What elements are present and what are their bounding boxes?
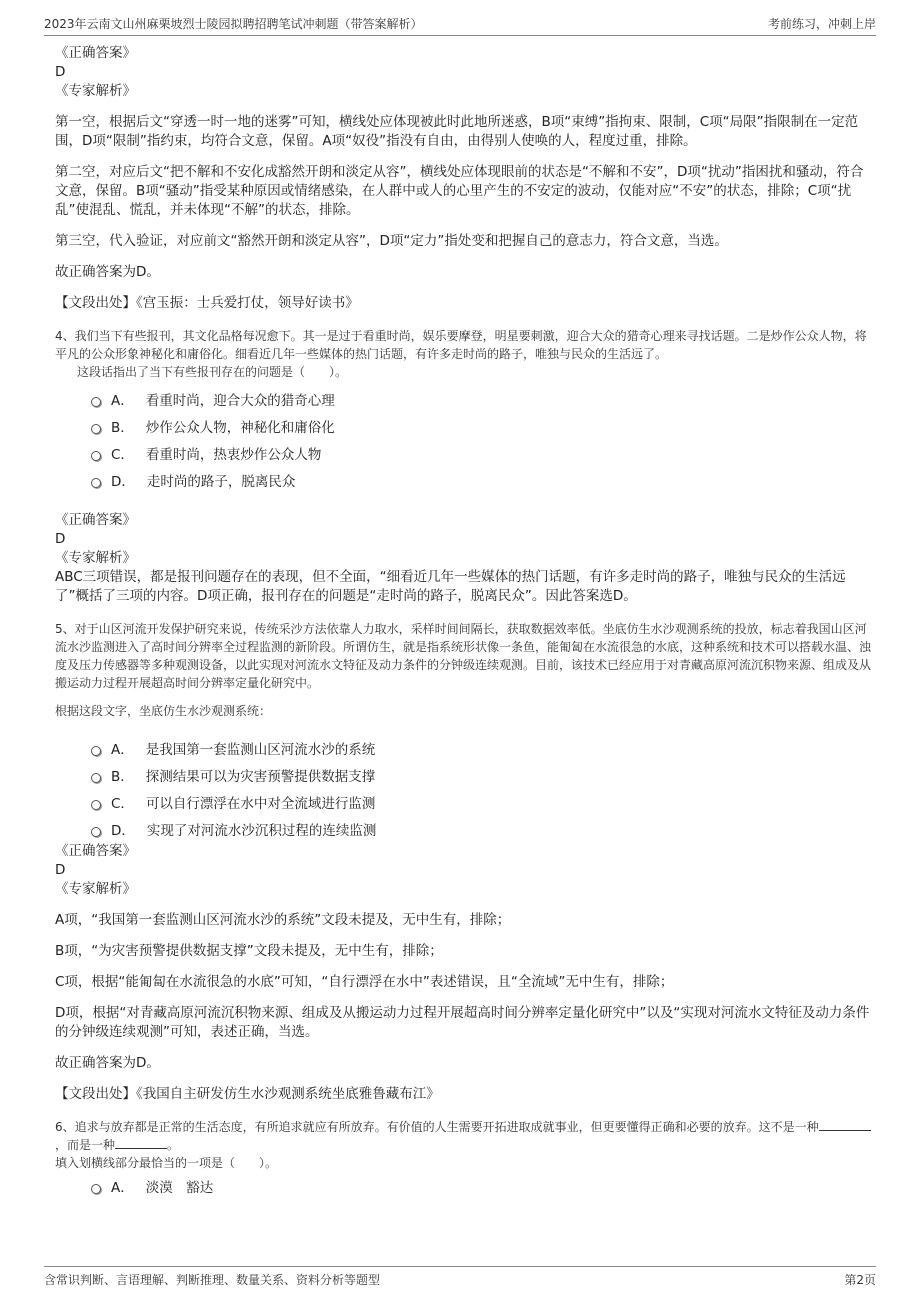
source-citation: 【文段出处】《我国自主研发仿生水沙观测系统坐底雅鲁藏布江》 [55, 1086, 440, 1102]
correct-answer-label: 《正确答案》 [55, 45, 136, 61]
option-a[interactable]: A． 看重时尚，迎合大众的猎奇心理 [91, 385, 875, 412]
page-content [55, 44, 875, 1199]
correct-answer-label: 《正确答案》 [55, 843, 136, 859]
header-slogan: 考前练习，冲刺上岸 [767, 17, 876, 31]
page-footer [44, 1266, 876, 1295]
page-number: 第2页 [844, 1273, 876, 1287]
radio-icon[interactable] [91, 424, 101, 434]
expert-analysis-label: 《专家解析》 [55, 550, 136, 566]
analysis-conclusion: 故正确答案为D。 [55, 1055, 160, 1071]
question-prompt: 填入划横线部分最恰当的一项是（ ）。 [55, 1156, 278, 1170]
fill-blank [819, 1130, 871, 1131]
analysis-paragraph: B项，“为灾害预警提供数据支撑”文段未提及，无中生有，排除； [55, 943, 443, 959]
question-stem: 4、我们当下有些报刊，其文化品格每况愈下。其一是过于看重时尚，娱乐要摩登，明星要刺激，迎合大众的猎奇心理来寻找话题。二是炒作公众人物，将平凡的公众形象神秘化和庸俗化。细看近几年一些媒体的热门话题，有许多走时尚的路子，唯独与民众的生活远了。 [55, 329, 867, 361]
fill-blank [115, 1148, 167, 1149]
analysis-paragraph: 第二空，对应后文“把不解和不安化成豁然开朗和淡定从容”，横线处应体现眼前的状态是“不解和不安”，D项“扰动”指困扰和骚动，符合文意，保留。B项“骚动”指受某种原因或情绪感染，在人群中或人的心里产生的不安定的波动，仅能对应“不安”的状态，排除；C项“扰乱”使混乱、慌乱，并未体现“不解”的状态，排除。 [55, 164, 864, 218]
header-title: 2023年云南文山州麻栗坡烈士陵园拟聘招聘笔试冲刺题（带答案解析） [44, 17, 423, 31]
analysis-paragraph: ABC三项错误，都是报刊问题存在的表现，但不全面，“细看近几年一些媒体的热门话题，有许多走时尚的路子，唯独与民众的生活远了”概括了三项的内容。D项正确，报刊存在的问题是“走时尚的路子，脱离民众”。因此答案选D。 [55, 569, 846, 604]
radio-icon[interactable] [91, 1184, 101, 1194]
option-a[interactable]: A． 是我国第一套监测山区河流水沙的系统 [91, 734, 875, 761]
question-stem: 6、追求与放弃都是正常的生活态度，有所追求就应有所放弃。有价值的人生需要开拓进取成就事业，但更要懂得正确和必要的放弃。这不是一种，而是一种 。 [55, 1118, 875, 1154]
option-c[interactable]: C． 可以自行漂浮在水中对全流域进行监测 [91, 788, 875, 815]
correct-answer-label: 《正确答案》 [55, 512, 136, 528]
option-d[interactable]: D． 走时尚的路子，脱离民众 [91, 466, 875, 493]
analysis-paragraph: 第一空，根据后文“穿透一时一地的迷雾”可知，横线处应体现被此时此地所迷惑，B项“束缚”指拘束、限制，C项“局限”指限制在一定范围，D项“限制”指约束，均符合文意，保留。A项“奴役”指没有自由，由得别人使唤的人，程度过重，排除。 [55, 114, 859, 149]
correct-answer-value: D [55, 862, 66, 878]
radio-icon[interactable] [91, 478, 101, 488]
analysis-conclusion: 故正确答案为D。 [55, 264, 160, 280]
option-c[interactable]: C． 看重时尚，热衷炒作公众人物 [91, 439, 875, 466]
correct-answer-value: D [55, 531, 66, 547]
option-b[interactable]: B． 炒作公众人物，神秘化和庸俗化 [91, 412, 875, 439]
question-prompt: 这段话指出了当下有些报刊存在的问题是（ ）。 [77, 365, 348, 379]
analysis-paragraph: D项，根据“对青藏高原河流沉积物来源、组成及从搬运动力过程开展超高时间分辨率定量化研究中”以及“实现对河流水文特征及动力条件的分钟级连续观测”可知，表述正确，当选。 [55, 1005, 870, 1040]
question-prompt: 根据这段文字，坐底仿生水沙观测系统： [55, 704, 272, 718]
analysis-paragraph: 第三空，代入验证，对应前文“豁然开朗和淡定从容”，D项“定力”指处变和把握自己的意志力，符合文意，当选。 [55, 233, 728, 249]
analysis-paragraph: C项，根据“能匍匐在水流很急的水底”可知，“自行漂浮在水中”表述错误，且“全流域”无中生有，排除； [55, 974, 674, 990]
footer-note: 含常识判断、言语理解、判断推理、数量关系、资料分析等题型 [44, 1273, 381, 1287]
radio-icon[interactable] [91, 827, 101, 837]
expert-analysis-label: 《专家解析》 [55, 881, 136, 897]
option-a[interactable]: A． 淡漠 豁达 [91, 1172, 875, 1199]
radio-icon[interactable] [91, 800, 101, 810]
analysis-paragraph: A项，“我国第一套监测山区河流水沙的系统”文段未提及，无中生有，排除； [55, 912, 511, 928]
radio-icon[interactable] [91, 451, 101, 461]
page-header [44, 8, 876, 36]
radio-icon[interactable] [91, 773, 101, 783]
option-d[interactable]: D． 实现了对河流水沙沉积过程的连续监测 [91, 815, 875, 842]
radio-icon[interactable] [91, 397, 101, 407]
radio-icon[interactable] [91, 746, 101, 756]
question-stem: 5、对于山区河流开发保护研究来说，传统采沙方法依靠人力取水，采样时间间隔长，获取数据效率低。坐底仿生水沙观测系统的投放，标志着我国山区河流水沙监测进入了高时间分辨率全过程监测的新阶段。所谓仿生，就是指系统形状像一条鱼，能匍匐在水流很急的水底，这种系统和技术可以搭载水温、浊度及压力传感器等多种观测设备，以此实现对河流水文特征及动力条件的分钟级连续观测。目前，该技术已经应用于对青藏高原河流沉积物来源、组成及从搬运动力过程开展超高时间分辨率定量化研究中。 [55, 622, 872, 690]
correct-answer-value: D [55, 64, 66, 80]
expert-analysis-label: 《专家解析》 [55, 83, 136, 99]
option-b[interactable]: B． 探测结果可以为灾害预警提供数据支撑 [91, 761, 875, 788]
source-citation: 【文段出处】《宫玉振：士兵爱打仗，领导好读书》 [55, 295, 359, 311]
